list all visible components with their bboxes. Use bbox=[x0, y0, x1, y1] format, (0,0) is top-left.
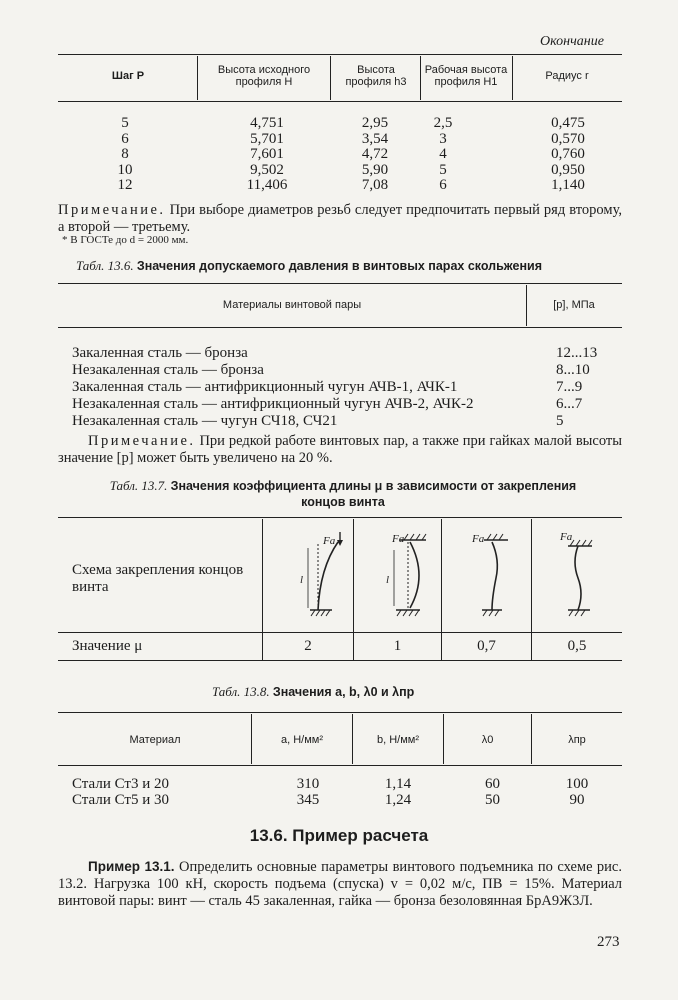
table-13-7-caption: Табл. 13.7. Значения коэффициента длины μ в зависимости от закрепления концов винта bbox=[109, 478, 577, 509]
mu-value-4: 0,5 bbox=[567, 638, 587, 654]
header-b: b, Н/мм² bbox=[376, 734, 420, 746]
row1-lpr: 100 bbox=[565, 776, 589, 792]
scheme-fixed-pinned-icon bbox=[468, 528, 518, 618]
scheme-fixed-free-icon bbox=[296, 528, 356, 618]
scheme-label: Схема закрепления концов винта bbox=[72, 562, 244, 595]
mu-label: Значение μ bbox=[72, 638, 143, 654]
col-step: 5 6 8 10 12 bbox=[117, 115, 133, 193]
mu-value-2: 1 bbox=[393, 638, 402, 654]
header-step: Шаг P bbox=[111, 70, 145, 82]
table-13-8-caption: Табл. 13.8. Значения a, b, λ0 и λпр bbox=[212, 684, 415, 699]
length-label-2: l bbox=[386, 574, 390, 586]
page-number: 273 bbox=[597, 934, 620, 950]
row1-l0: 60 bbox=[485, 776, 500, 792]
force-label-4: Fa bbox=[560, 531, 573, 543]
mu-value-3: 0,7 bbox=[477, 638, 496, 654]
scheme-pinned-pinned-icon bbox=[382, 528, 442, 618]
force-label-3: Fa bbox=[472, 533, 485, 545]
row1-a: 310 bbox=[296, 776, 320, 792]
mu-value-1: 2 bbox=[304, 638, 312, 654]
table-13-6-note: Примечание. При редкой работе винтовых пар, а также при гайках малой высоты значение [p] может быть увеличено на 20 %. bbox=[58, 433, 622, 466]
header-materials: Материалы винтовой пары bbox=[222, 299, 362, 311]
table-row: Стали Ст5 и 30 bbox=[72, 792, 169, 808]
table-13-6-caption: Табл. 13.6. Значения допускаемого давления в винтовых парах скольжения bbox=[76, 258, 542, 273]
row2-lpr: 90 bbox=[569, 792, 585, 808]
length-label-1: l bbox=[300, 574, 304, 586]
scheme-fixed-fixed-icon bbox=[556, 528, 606, 618]
col-height-initial: 4,751 5,701 7,601 9,502 11,406 bbox=[246, 115, 288, 193]
header-a: a, Н/мм² bbox=[280, 734, 324, 746]
example-paragraph: Пример 13.1. Определить основные параметры винтового подъемника по схеме рис. 13.2. Нагрузка 100 кН, скорость подъема (спуска) v = 0,02 м/с, ПВ = 15%. Материал винтовой пары: винт — сталь 45 закаленная, гайка — бронза безоловянная БрА9Ж3Л. bbox=[58, 859, 622, 909]
materials-list: Закаленная сталь — бронза Незакаленная сталь — бронза Закаленная сталь — антифрикционный чугун АЧВ-1, АЧК-1 Незакаленная сталь — антифрикционный чугун АЧВ-2, АЧК-2 Незакаленная сталь — чугун СЧ18, СЧ21 bbox=[72, 345, 474, 429]
thread-footnote: * В ГОСТе до d = 2000 мм. bbox=[62, 234, 189, 246]
table-row: Стали Ст3 и 20 bbox=[72, 776, 169, 792]
header-lambda-pr: λпр bbox=[568, 734, 586, 746]
row2-a: 345 bbox=[296, 792, 320, 808]
thread-note: Примечание. При выборе диаметров резьб следует предпочитать первый ряд второму, а второй — третьему. bbox=[58, 202, 622, 235]
header-height-work: Рабочая высота профиля H1 bbox=[424, 64, 508, 88]
pressure-list: 12...13 8...10 7...9 6...7 5 bbox=[556, 345, 598, 429]
row1-b: 1,14 bbox=[384, 776, 412, 792]
force-label-2: Fa bbox=[392, 533, 405, 545]
col-height-work: 2,5 3 4 5 6 bbox=[433, 115, 453, 193]
header-lambda0: λ0 bbox=[481, 734, 494, 746]
row2-l0: 50 bbox=[485, 792, 500, 808]
header-material: Материал bbox=[129, 734, 181, 746]
col-radius: 0,475 0,570 0,760 0,950 1,140 bbox=[551, 115, 585, 193]
header-height-profile: Высота профиля h3 bbox=[345, 64, 407, 88]
section-title: 13.6. Пример расчета bbox=[249, 826, 429, 845]
header-pressure: [p], МПа bbox=[553, 299, 595, 311]
continuation-label: Окончание bbox=[540, 34, 604, 49]
col-height-profile: 2,95 3,54 4,72 5,90 7,08 bbox=[361, 115, 389, 193]
row2-b: 1,24 bbox=[384, 792, 412, 808]
force-label-1: Fa bbox=[323, 535, 336, 547]
header-height-initial: Высота исходного профиля H bbox=[217, 64, 311, 88]
header-radius: Радиус r bbox=[545, 70, 589, 82]
